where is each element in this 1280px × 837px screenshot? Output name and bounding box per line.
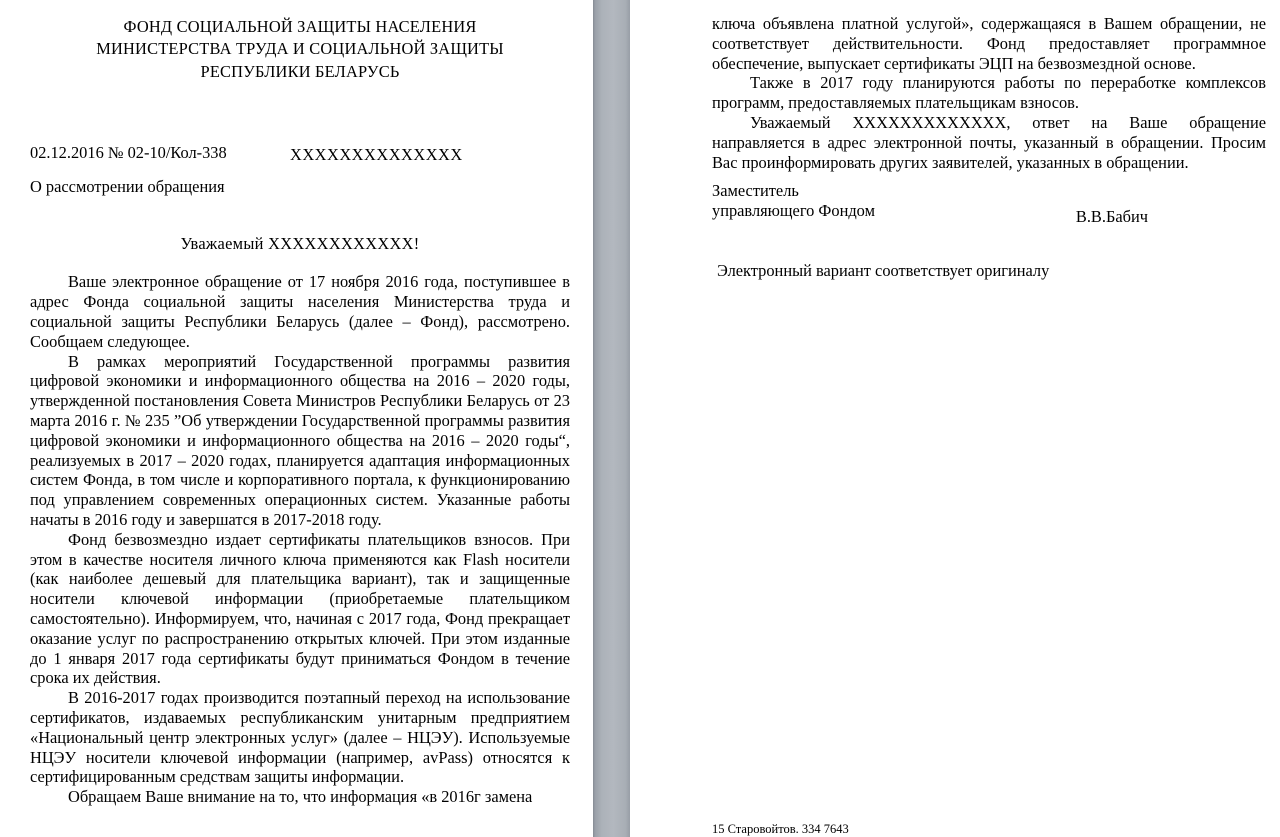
paragraph: Обращаем Ваше внимание на то, что информация «в 2016г замена	[68, 787, 533, 807]
signature-title	[712, 181, 875, 221]
signature-title-line-1: Заместитель	[712, 181, 799, 201]
paragraph: ключа объявлена платной услугой», содержащаяся в Вашем обращении, не соответствует действительности. Фонд предоставляет программное обеспечение, выпускает сертификаты ЭЦП на безвозмездной основе.	[712, 14, 1266, 73]
page-2[interactable]	[630, 0, 1280, 837]
paragraph: Ваше электронное обращение от 17 ноября 2016 года, поступившее в адрес Фонда социальной защиты населения Министерства труда и социальной защиты Республики Беларусь (далее – Фонд), рассмотрено. Сообщаем следующее.	[30, 272, 570, 351]
org-name-line-1: ФОНД СОЦИАЛЬНОЙ ЗАЩИТЫ НАСЕЛЕНИЯ	[123, 17, 477, 36]
ref-date-number: 02.12.2016 № 02-10/Кол-338	[30, 142, 227, 162]
letter-body-page-2	[712, 14, 1266, 172]
paragraph: В рамках мероприятий Государственной программы развития цифровой экономики и информационного общества на 2016 – 2020 годы, утвержденной постановления Совета Министров Республики Беларусь от 23 марта 2016 г. № 235 ”Об утверждении Государственной программы развития цифровой экономики и информационного общества на 2016 – 2020 годы“, реализуемых в 2017 – 2020 годах, планируется адаптация информационных систем Фонда, в том числе и корпоративного портала, к функционированию под управлением современных операционных систем. Указанные работы начаты в 2016 году и завершатся в 2017-2018 году.	[30, 351, 570, 530]
reference-row	[30, 143, 570, 164]
paragraph: В 2016-2017 годах производится поэтапный переход на использование сертификатов, издаваемых республиканским унитарным предприятием «Национальный центр электронных услуг» (далее – НЦЭУ). Используемые НЦЭУ носители ключевой информации (например, avPass) относятся к сертифицированным средствам защиты информации.	[30, 688, 570, 787]
subject-line: О рассмотрении обращения	[30, 176, 225, 196]
certification-note: Электронный вариант соответствует оригиналу	[717, 261, 1050, 281]
org-name-line-2: МИНИСТЕРСТВА ТРУДА И СОЦИАЛЬНОЙ ЗАЩИТЫ	[96, 39, 504, 59]
signature-name: В.В.Бабич	[1075, 207, 1148, 227]
letter-body-page-1	[30, 272, 570, 807]
executor-footer: 15 Старовойтов. 334 7643	[712, 822, 849, 836]
paragraph: Фонд безвозмездно издает сертификаты плательщиков взносов. При этом в качестве носителя личного ключа применяются как Flash носители (как наиболее дешевый для плательщика вариант), так и защищенные носители ключевой информации (приобретаемые плательщиком самостоятельно). Информируем, что, начиная с 2017 года, Фонд прекращает оказание услуг по распространению открытых ключей. При этом изданные до 1 января 2017 года сертификаты будут приниматься Фондом в течение срока их действия.	[30, 529, 570, 688]
addressee-placeholder: XXXXXXXXXXXXXX	[290, 144, 463, 164]
greeting-line: Уважаемый XXXXXXXXXXXX!	[180, 233, 420, 253]
org-name-line-3: РЕСПУБЛИКИ БЕЛАРУСЬ	[200, 61, 400, 81]
signature-block	[712, 181, 1266, 227]
letterhead	[30, 16, 570, 83]
paragraph: Уважаемый XXXXXXXXXXXXX, ответ на Ваше обращение направляется в адрес электронной почты, указанный в обращении. Просим Вас проинформировать других заявителей, указанных в обращении.	[712, 112, 1266, 172]
page-1[interactable]	[0, 0, 593, 837]
paragraph: Также в 2017 году планируются работы по переработке комплексов программ, предоставляемых плательщикам взносов.	[712, 73, 1266, 113]
page-gap-divider	[593, 0, 630, 837]
signature-title-line-2: управляющего Фондом	[712, 201, 875, 221]
